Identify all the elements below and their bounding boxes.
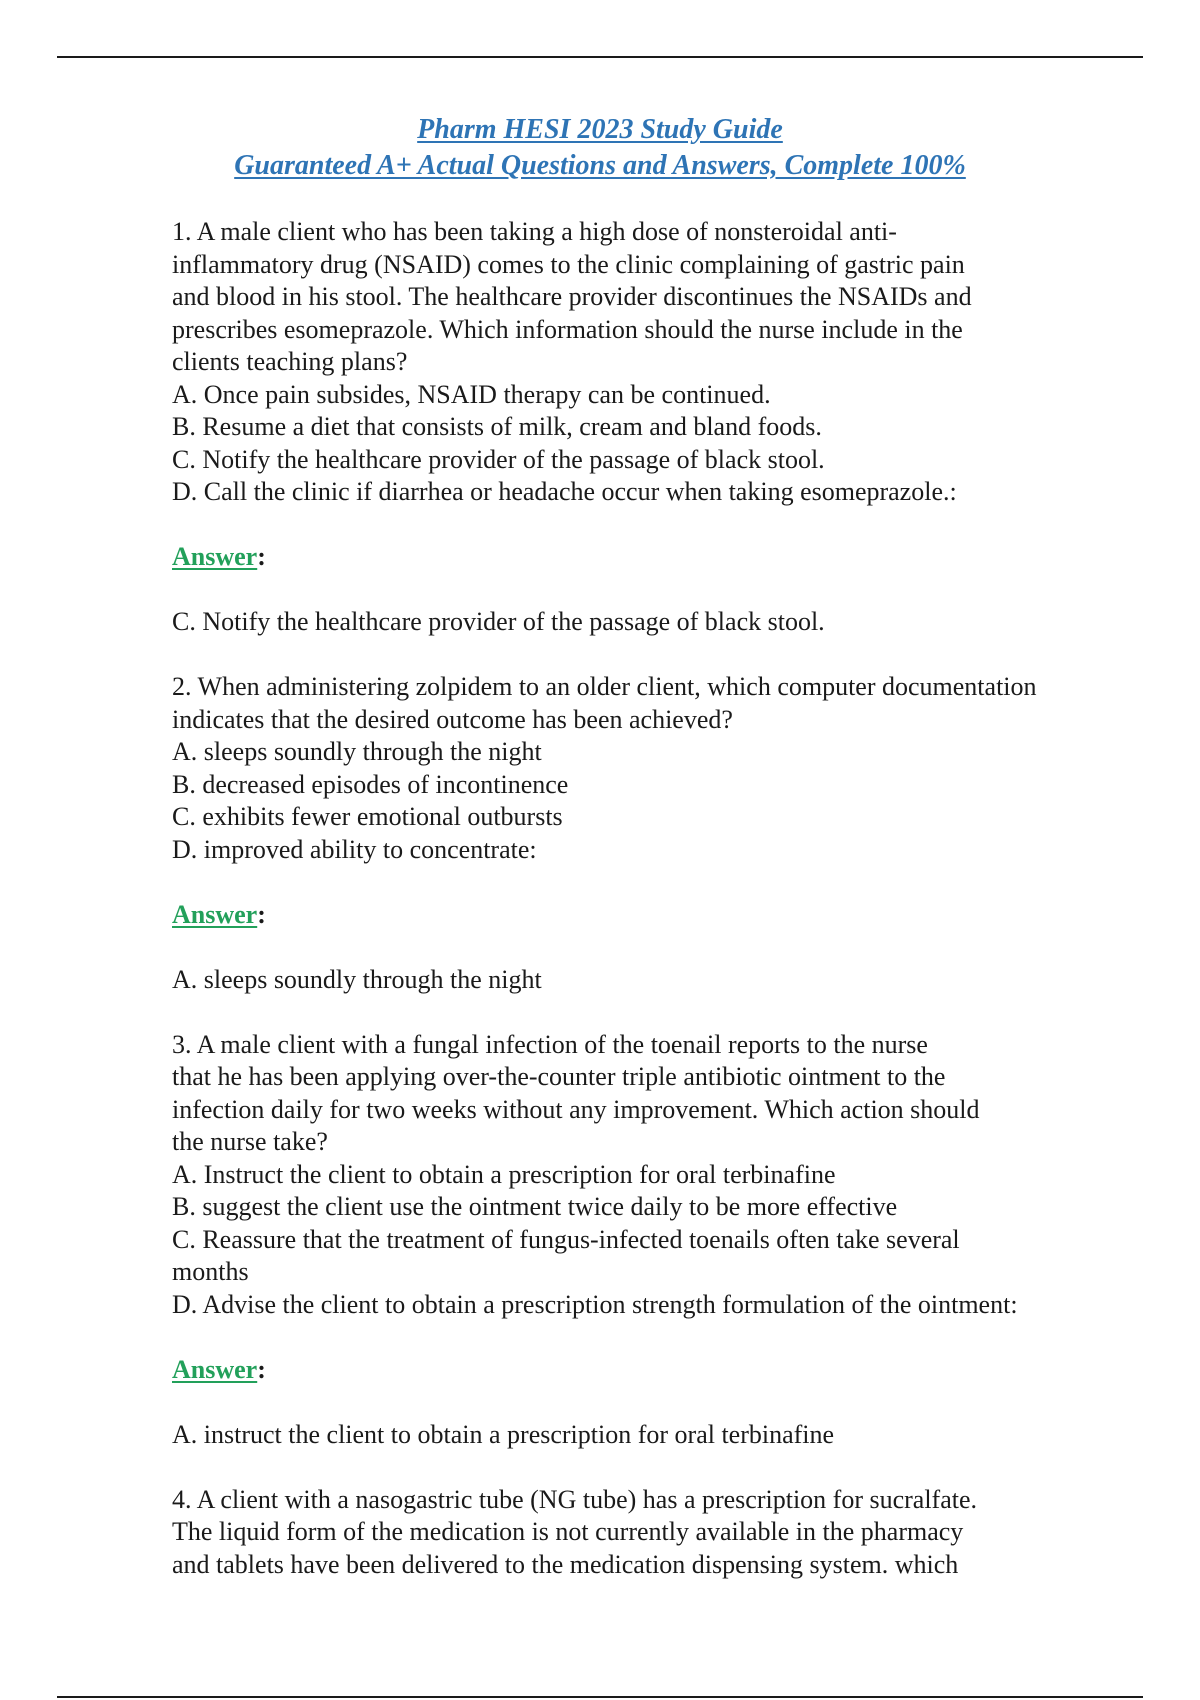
question-text-line: prescribes esomeprazole. Which information should the nurse include in the bbox=[172, 314, 963, 344]
question-4 bbox=[172, 1484, 1172, 1582]
answer-option: A. sleeps soundly through the night bbox=[172, 737, 542, 766]
answer-colon: : bbox=[257, 1354, 266, 1384]
answer-option: B. Resume a diet that consists of milk, cream and bland foods. bbox=[172, 412, 822, 441]
question-text-line: and tablets have been delivered to the medication dispensing system. which bbox=[172, 1549, 959, 1579]
question-text-line: clients teaching plans? bbox=[172, 347, 408, 376]
title-line-2[interactable]: Guaranteed A+ Actual Questions and Answers, Complete 100% bbox=[234, 150, 966, 181]
answer-heading bbox=[172, 541, 1172, 574]
question-text-line: 2. When administering zolpidem to an older client, which computer documentation bbox=[172, 672, 1037, 701]
question-3 bbox=[172, 1029, 1172, 1452]
answer-option: C. exhibits fewer emotional outbursts bbox=[172, 802, 563, 831]
title-line-1[interactable]: Pharm HESI 2023 Study Guide bbox=[417, 114, 783, 145]
correct-answer: A. instruct the client to obtain a prescription for oral terbinafine bbox=[172, 1419, 835, 1449]
answer-option: B. suggest the client use the ointment twice daily to be more effective bbox=[172, 1192, 898, 1221]
answer-heading bbox=[172, 1354, 1172, 1387]
answer-option: D. Call the clinic if diarrhea or headache occur when taking esomeprazole.: bbox=[172, 477, 957, 506]
answer-option: D. Advise the client to obtain a prescription strength formulation of the ointment: bbox=[172, 1289, 1018, 1319]
question-text-line: infection daily for two weeks without any improvement. Which action should bbox=[172, 1094, 980, 1124]
answer-heading bbox=[172, 899, 1172, 932]
document-body bbox=[172, 216, 1172, 1581]
answer-option: B. decreased episodes of incontinence bbox=[172, 769, 569, 799]
answer-label: Answer bbox=[172, 1354, 258, 1384]
answer-option: C. Notify the healthcare provider of the passage of black stool. bbox=[172, 444, 825, 474]
answer-colon: : bbox=[257, 542, 266, 571]
bottom-rule bbox=[57, 1696, 1143, 1698]
question-text-line: The liquid form of the medication is not currently available in the pharmacy bbox=[172, 1517, 964, 1546]
question-2 bbox=[172, 671, 1172, 996]
question-text-line: 4. A client with a nasogastric tube (NG tube) has a prescription for sucralfate. bbox=[172, 1484, 978, 1514]
question-text-line: 1. A male client who has been taking a high dose of nonsteroidal anti- bbox=[172, 217, 897, 246]
question-text-line: that he has been applying over-the-counter triple antibiotic ointment to the bbox=[172, 1062, 946, 1091]
correct-answer: C. Notify the healthcare provider of the passage of black stool. bbox=[172, 607, 825, 636]
correct-answer: A. sleeps soundly through the night bbox=[172, 964, 542, 994]
document-title bbox=[0, 112, 1200, 184]
answer-label: Answer bbox=[172, 899, 258, 929]
answer-option: C. Reassure that the treatment of fungus-infected toenails often take several bbox=[172, 1224, 960, 1254]
answer-label: Answer bbox=[172, 542, 258, 571]
answer-option: A. Instruct the client to obtain a prescription for oral terbinafine bbox=[172, 1159, 836, 1189]
question-text-line: inflammatory drug (NSAID) comes to the clinic complaining of gastric pain bbox=[172, 249, 965, 279]
question-text-line: the nurse take? bbox=[172, 1127, 328, 1156]
question-1 bbox=[172, 216, 1172, 639]
answer-option: A. Once pain subsides, NSAID therapy can be continued. bbox=[172, 379, 771, 409]
question-text-line: indicates that the desired outcome has been achieved? bbox=[172, 704, 733, 734]
top-rule bbox=[57, 56, 1143, 58]
question-text-line: 3. A male client with a fungal infection of the toenail reports to the nurse bbox=[172, 1029, 928, 1059]
answer-option: D. improved ability to concentrate: bbox=[172, 834, 537, 864]
question-text-line: and blood in his stool. The healthcare provider discontinues the NSAIDs and bbox=[172, 282, 972, 311]
answer-option: months bbox=[172, 1257, 249, 1286]
answer-colon: : bbox=[257, 899, 266, 929]
